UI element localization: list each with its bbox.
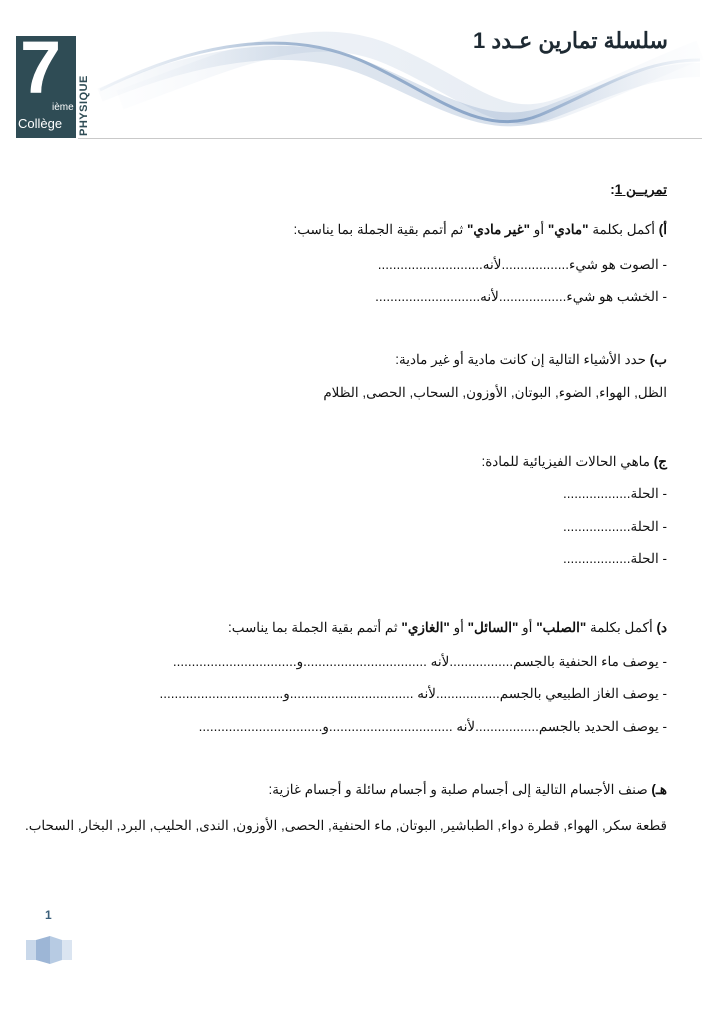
fill-line: - الحلة..................	[562, 551, 667, 566]
page-number: 1	[45, 908, 52, 922]
keyword: "السائل"	[467, 620, 519, 635]
text: صنف الأجسام التالية إلى أجسام صلبة و أجسام سائلة و أجسام غازية:	[268, 782, 652, 797]
text: أكمل بكلمة	[588, 222, 659, 237]
logo-grade: 7	[20, 26, 62, 109]
text: أو	[449, 620, 468, 635]
text: ثم أتمم بقية الجملة بما يناسب:	[293, 222, 467, 237]
part-c-instruction	[481, 453, 667, 471]
header-rule	[78, 138, 702, 139]
part-a-instruction	[294, 221, 668, 239]
part-b-items: الظل, الهواء, الضوء, البوتان, الأوزون, السحاب, الحصى, الظلام	[323, 385, 667, 400]
text: أكمل بكلمة	[586, 620, 657, 635]
part-c-label: ج)	[653, 454, 667, 469]
fill-line: - يوصف ماء الحنفية بالجسم.................لأنه .................................و.................................	[172, 654, 667, 669]
page-decoration-icon	[26, 936, 74, 964]
part-d-label: د)	[656, 620, 667, 635]
keyword: "الصلب"	[536, 620, 587, 635]
part-b-label: ب)	[649, 352, 667, 367]
fill-line: - الحلة..................	[562, 486, 667, 501]
fill-line: - يوصف الحديد بالجسم.................لأنه .................................و.................................	[198, 719, 667, 734]
fill-line: - الصوت هو شيء..................لأنه............................	[377, 257, 667, 272]
part-e-instruction	[269, 781, 667, 799]
text: حدد الأشياء التالية إن كانت مادية أو غير مادية:	[395, 352, 650, 367]
part-d-instruction	[228, 619, 667, 637]
text: ثم أتمم بقية الجملة بما يناسب:	[227, 620, 402, 635]
keyword: "الغازي"	[401, 620, 450, 635]
keyword: "غير مادي"	[466, 222, 531, 237]
text: أو	[530, 222, 548, 237]
part-a-label: أ)	[658, 222, 667, 237]
part-e-items: قطعة سكر, الهواء, قطرة دواء, الطباشير, البوتان, ماء الحنفية, الحصى, الأوزون, الندى, الحليب, البرد, البخار, السحاب.	[24, 818, 667, 833]
keyword: "مادي"	[547, 222, 589, 237]
logo-subject: PHYSIQUE	[78, 75, 90, 136]
part-b-instruction	[395, 351, 667, 369]
text: أو	[518, 620, 537, 635]
exercise-heading	[610, 181, 667, 199]
logo-level: Collège	[18, 116, 63, 131]
fill-line: - يوصف الغاز الطبيعي بالجسم.................لأنه .................................و.................................	[159, 686, 667, 701]
page-title: سلسلة تمارين عـدد 1	[473, 28, 668, 53]
exercise-heading-text: تمريــن 1	[614, 182, 667, 197]
part-e-label: هـ)	[651, 782, 667, 797]
text: ماهي الحالات الفيزيائية للمادة:	[481, 454, 654, 469]
exercise-heading-colon: :	[610, 182, 615, 197]
logo-suffix: ième	[52, 102, 74, 113]
fill-line: - الحلة..................	[562, 519, 667, 534]
fill-line: - الخشب هو شيء..................لأنه............................	[375, 289, 667, 304]
